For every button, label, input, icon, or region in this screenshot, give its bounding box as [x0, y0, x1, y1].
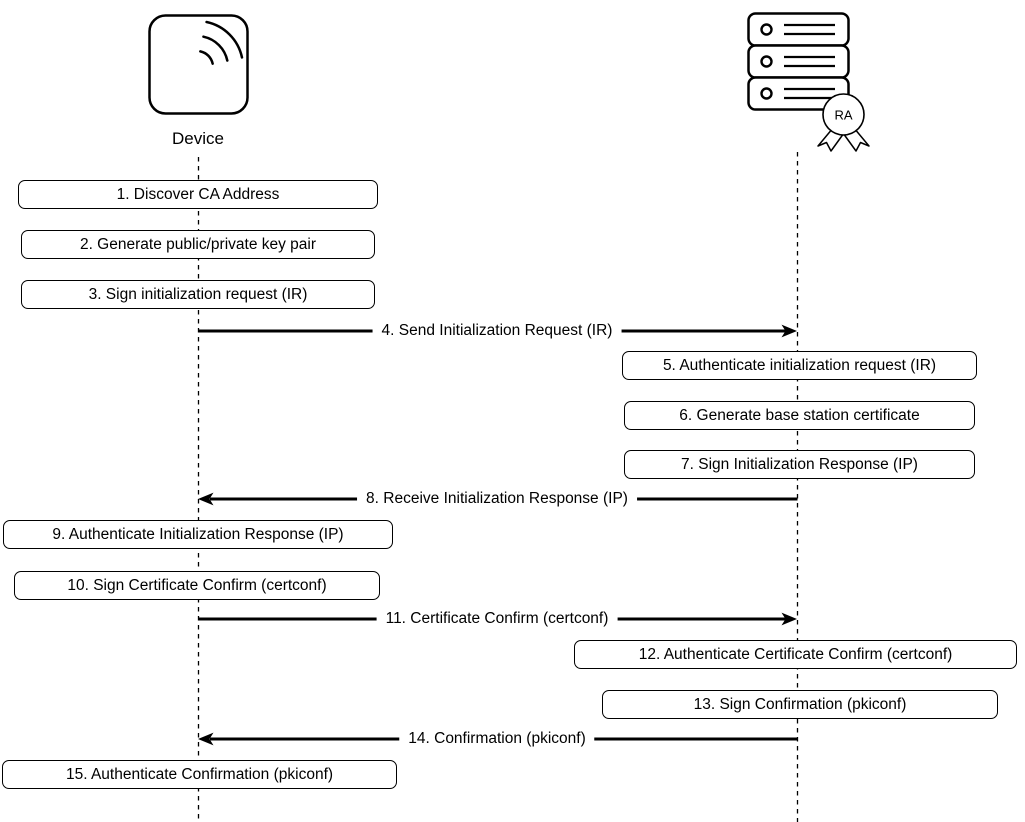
step-box-2: 2. Generate public/private key pair	[21, 230, 375, 259]
step-box-10: 10. Sign Certificate Confirm (certconf)	[14, 571, 380, 600]
step-box-3: 3. Sign initialization request (IR)	[21, 280, 375, 309]
step-box-6: 6. Generate base station certificate	[624, 401, 975, 430]
step-box-12: 12. Authenticate Certificate Confirm (certconf)	[574, 640, 1017, 669]
step-box-13: 13. Sign Confirmation (pkiconf)	[602, 690, 998, 719]
step-box-15: 15. Authenticate Confirmation (pkiconf)	[2, 760, 397, 789]
message-label-11: 11. Certificate Confirm (certconf)	[377, 609, 618, 629]
step-box-9: 9. Authenticate Initialization Response (IP)	[3, 520, 393, 549]
step-box-7: 7. Sign Initialization Response (IP)	[624, 450, 975, 479]
server-stack-icon	[749, 14, 849, 110]
wireless-device-icon	[150, 16, 248, 114]
message-label-4: 4. Send Initialization Request (IR)	[373, 321, 622, 341]
ra-badge-label: RA	[834, 107, 853, 123]
message-label-14: 14. Confirmation (pkiconf)	[399, 729, 594, 749]
step-box-5: 5. Authenticate initialization request (IR)	[622, 351, 977, 380]
message-label-8: 8. Receive Initialization Response (IP)	[357, 489, 637, 509]
step-box-1: 1. Discover CA Address	[18, 180, 378, 209]
device-actor-label: Device	[172, 129, 224, 148]
